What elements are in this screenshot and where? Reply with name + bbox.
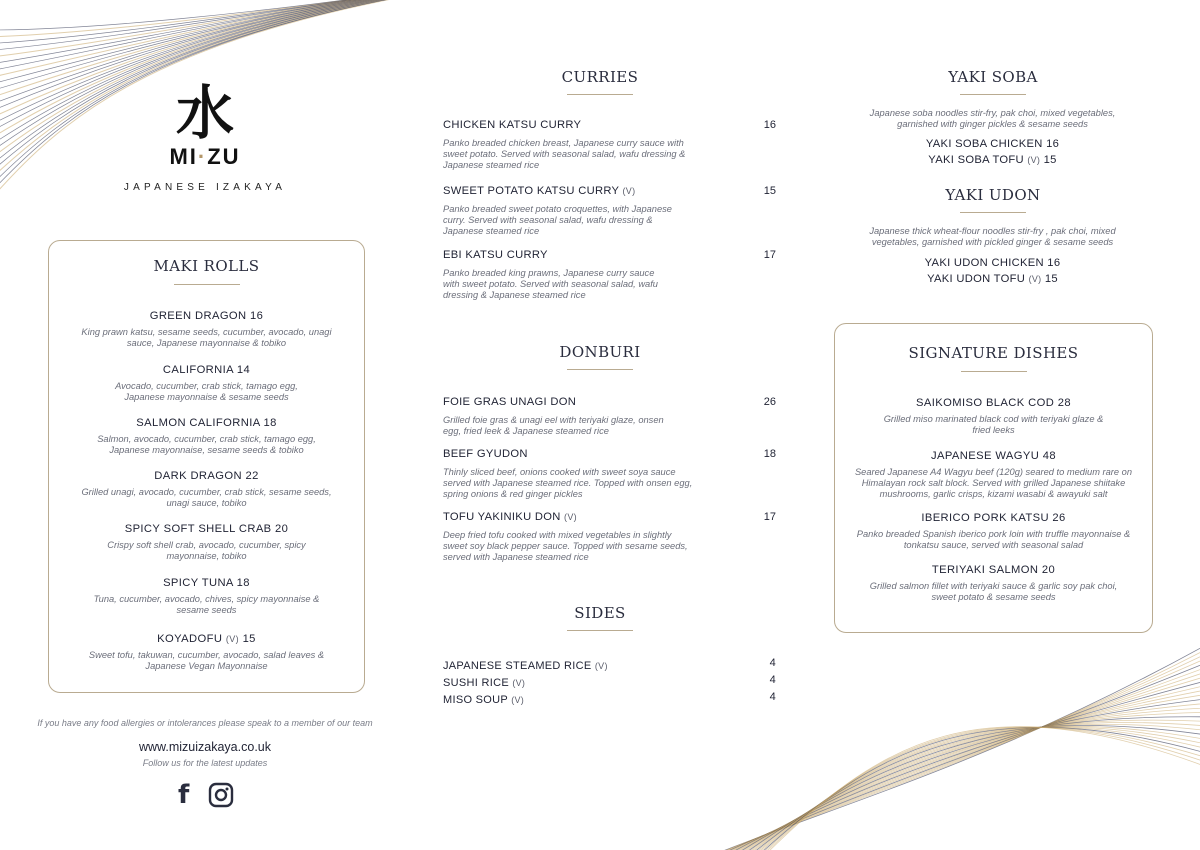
wave-line bbox=[749, 727, 1200, 850]
menu-item: YAKI UDON CHICKEN 16 bbox=[924, 257, 1061, 269]
instagram-icon[interactable] bbox=[208, 782, 234, 808]
yaki-soba-description: Japanese soba noodles stir-fry, pak choi, mixed vegetables, garnished with ginger pickles & sesame seeds bbox=[869, 108, 1116, 129]
wave-line bbox=[0, 0, 373, 57]
side-item: MISO SOUP (V) 4 bbox=[443, 691, 776, 706]
wave-line bbox=[0, 0, 370, 50]
wave-line bbox=[0, 0, 382, 78]
footer-info bbox=[30, 718, 380, 768]
menu-item: BEEF GYUDON 18 Thinly sliced beef, onions cooked with sweet soya sauce served with Japanese steamed rice. Topped with onsen egg, spring onions & red ginger pickles bbox=[443, 448, 776, 499]
wave-line bbox=[0, 0, 360, 30]
wave-line bbox=[713, 669, 1200, 850]
website-link[interactable]: www.mizuizakaya.co.uk bbox=[139, 740, 271, 754]
logo-tagline: JAPANESE IZAKAYA bbox=[123, 182, 287, 193]
wave-line bbox=[751, 727, 1200, 850]
wave-line bbox=[707, 654, 1200, 850]
signature-dishes-box bbox=[834, 323, 1153, 633]
menu-item: FOIE GRAS UNAGI DON 26 Grilled foie gras & unagi eel with teriyaki glaze, onsen egg, fried leek & Japanese steamed rice bbox=[443, 396, 776, 436]
maki-rolls-box bbox=[48, 240, 365, 693]
wave-line bbox=[758, 727, 1200, 850]
wave-line bbox=[756, 727, 1200, 850]
menu-item: JAPANESE WAGYU 48 Seared Japanese A4 Wagyu beef (120g) seared to medium rare on Himalayan rock salt block. Served with grilled Japanese shiitake mushrooms, garlic crisps, kizami wasabi & awayuki salt bbox=[854, 450, 1132, 499]
menu-item: SAIKOMISO BLACK COD 28 Grilled miso marinated black cod with teriyaki glaze & fried leeks bbox=[883, 397, 1104, 435]
menu-item: KOYADOFU (V) 15 Sweet tofu, takuwan, cucumber, avocado, salad leaves & Japanese Vegan Mayonnaise bbox=[88, 633, 325, 671]
brand-logo bbox=[60, 80, 350, 193]
side-item: SUSHI RICE (V) 4 bbox=[443, 674, 776, 689]
allergy-notice: If you have any food allergies or intolerances please speak to a member of our team bbox=[37, 718, 373, 728]
wave-line bbox=[742, 724, 1200, 850]
wave-line bbox=[747, 726, 1200, 850]
follow-text: Follow us for the latest updates bbox=[142, 758, 268, 768]
menu-item: SWEET POTATO KATSU CURRY (V) 15 Panko breaded sweet potato croquettes, with Japanese curry. Served with seasonal salad, wafu dressing & Japanese steamed rice bbox=[443, 185, 776, 236]
wave-line bbox=[704, 650, 1200, 850]
wave-line bbox=[724, 693, 1200, 850]
wave-line bbox=[720, 683, 1200, 850]
menu-item: SPICY SOFT SHELL CRAB 20 Crispy soft shell crab, avocado, cucumber, spicy mayonnaise, tobiko bbox=[107, 523, 306, 561]
section-title-maki: MAKI ROLLS bbox=[153, 257, 260, 275]
wave-line bbox=[711, 664, 1200, 850]
wave-line bbox=[0, 0, 389, 91]
wave-line bbox=[0, 0, 366, 44]
title-underline bbox=[174, 284, 240, 285]
wave-line bbox=[0, 0, 376, 64]
section-header-curries: CURRIES bbox=[520, 68, 680, 95]
wave-line bbox=[0, 0, 363, 37]
menu-item: SPICY TUNA 18 Tuna, cucumber, avocado, chives, spicy mayonnaise & sesame seeds bbox=[93, 577, 320, 615]
wave-line bbox=[744, 725, 1200, 850]
wave-line bbox=[727, 698, 1200, 850]
menu-item: YAKI UDON TOFU (V) 15 bbox=[927, 273, 1058, 285]
section-header-yaki-soba: YAKI SOBA bbox=[913, 68, 1073, 95]
menu-item: EBI KATSU CURRY 17 Panko breaded king prawns, Japanese curry sauce with sweet potato. Served with seasonal salad, wafu dressing & Japanese steamed rice bbox=[443, 249, 776, 300]
side-item: JAPANESE STEAMED RICE (V) 4 bbox=[443, 657, 776, 672]
wave-line bbox=[718, 679, 1200, 850]
wave-line bbox=[702, 645, 1200, 850]
section-header-yaki-udon: YAKI UDON bbox=[913, 186, 1073, 213]
wave-line bbox=[0, 0, 379, 71]
logo-name: MI·ZU bbox=[169, 144, 241, 169]
menu-item: SALMON CALIFORNIA 18 Salmon, avocado, cucumber, crab stick, tamago egg, Japanese mayonnaise, sesame seeds & tobiko bbox=[97, 417, 316, 455]
wave-line bbox=[740, 723, 1200, 850]
wave-line bbox=[0, 0, 386, 84]
wave-line bbox=[716, 674, 1200, 850]
wave-line bbox=[753, 727, 1200, 850]
menu-item: CHICKEN KATSU CURRY 16 Panko breaded chicken breast, Japanese curry sauce with sweet potato. Served with seasonal salad, wafu dressing & Japanese steamed rice bbox=[443, 119, 776, 170]
wave-line bbox=[709, 659, 1200, 850]
section-header-sides: SIDES bbox=[520, 604, 680, 631]
title-underline bbox=[961, 371, 1027, 372]
wave-line bbox=[736, 717, 1200, 850]
facebook-icon[interactable]: f bbox=[178, 780, 190, 810]
wave-line bbox=[729, 703, 1200, 850]
section-title-signature: SIGNATURE DISHES bbox=[908, 344, 1079, 362]
menu-item: TOFU YAKINIKU DON (V) 17 Deep fried tofu cooked with mixed vegetables in slightly sweet soy black pepper sauce. Topped with sesame seeds, served with Japanese steamed rice bbox=[443, 511, 776, 562]
menu-item: IBERICO PORK KATSU 26 Panko breaded Spanish iberico pork loin with truffle mayonnaise & tonkatsu sauce, served with seasonal salad bbox=[856, 512, 1131, 550]
yaki-udon-description: Japanese thick wheat-flour noodles stir-fry , pak choi, mixed vegetables, garnished with pickled ginger & sesame seeds bbox=[869, 226, 1116, 247]
menu-item: TERIYAKI SALMON 20 Grilled salmon fillet with teriyaki sauce & garlic soy pak choi, sweet potato & sesame seeds bbox=[869, 564, 1118, 602]
wave-line bbox=[731, 707, 1200, 850]
wave-line bbox=[760, 727, 1200, 850]
menu-item: DARK DRAGON 22 Grilled unagi, avocado, cucumber, crab stick, sesame seeds, unagi sauce, tobiko bbox=[81, 470, 332, 508]
menu-item: CALIFORNIA 14 Avocado, cucumber, crab stick, tamago egg, Japanese mayonnaise & sesame seeds bbox=[115, 364, 298, 402]
logo-kanji: 水 bbox=[175, 79, 234, 147]
menu-item: GREEN DRAGON 16 King prawn katsu, sesame seeds, cucumber, avocado, unagi sauce, Japanese mayonnaise & tobiko bbox=[81, 310, 332, 348]
wave-line bbox=[733, 712, 1200, 850]
menu-item: YAKI SOBA CHICKEN 16 bbox=[925, 138, 1060, 150]
menu-item: YAKI SOBA TOFU (V) 15 bbox=[928, 154, 1057, 166]
wave-line bbox=[738, 720, 1200, 850]
wave-line bbox=[722, 688, 1200, 850]
section-header-donburi: DONBURI bbox=[520, 343, 680, 370]
